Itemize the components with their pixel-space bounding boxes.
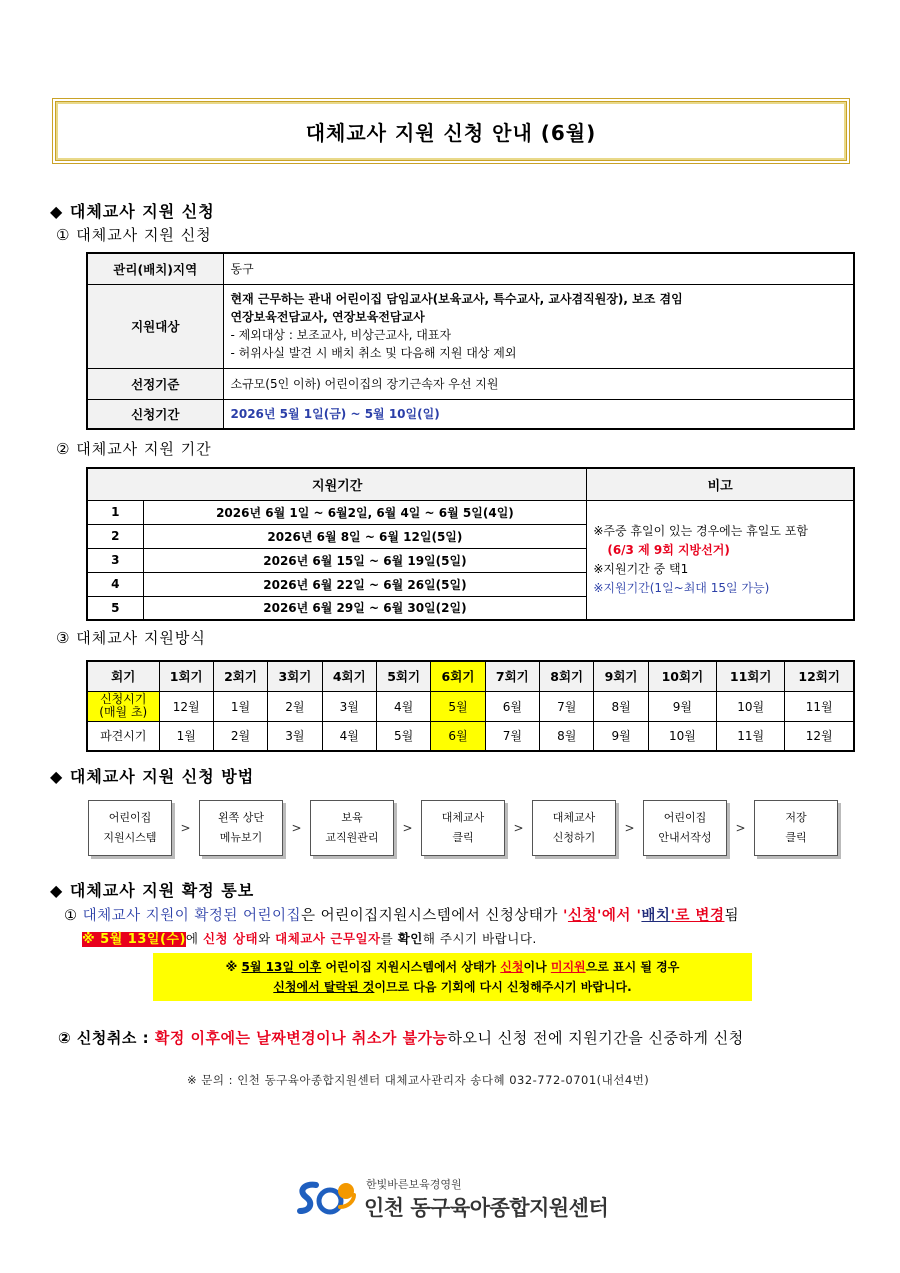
- table-header-row: [87, 661, 854, 691]
- table-row: [87, 284, 854, 368]
- flow-step-label: 대체교사: [441, 811, 485, 824]
- text: 를: [380, 931, 398, 946]
- subsection-period: ② 대체교사 지원 기간: [56, 440, 212, 458]
- round-header: 12회기: [785, 661, 854, 691]
- apply-month: 10월: [717, 691, 785, 721]
- apply-timing-label-line: (매월 초): [99, 705, 148, 719]
- flow-step-label: 저장: [785, 811, 807, 824]
- flow-arrow-icon: >: [180, 821, 191, 835]
- note-line: ※주중 휴일이 있는 경우에는 휴일도 포함: [593, 523, 808, 538]
- item-number: ①: [64, 908, 78, 924]
- quote-mark: ': [563, 908, 568, 924]
- table-row: [87, 399, 854, 429]
- cancel-warning: 확정 이후에는 날짜변경이나 취소가 불가능: [154, 1029, 448, 1047]
- apply-month: 7월: [540, 691, 594, 721]
- table-row: [87, 253, 854, 284]
- apply-month: 3월: [322, 691, 376, 721]
- cancel-label: ② 신청취소 :: [58, 1029, 155, 1047]
- round-header: 4회기: [322, 661, 376, 691]
- apply-month: 9월: [648, 691, 716, 721]
- rejected-text: 신청에서 탈락된 것: [273, 980, 375, 994]
- confirm-tail: 됨: [724, 908, 739, 924]
- notice-line: [153, 977, 752, 997]
- period-no: 4: [87, 572, 143, 596]
- round-label: 회기: [87, 661, 159, 691]
- apply-status-text: 신청 상태: [202, 931, 259, 946]
- apply-timing-label-line: 신청시기: [100, 692, 147, 706]
- apply-month: 1월: [213, 691, 267, 721]
- flow-step-label: 안내서작성: [658, 831, 712, 844]
- cancel-paragraph: [58, 1027, 744, 1048]
- flow-arrow-icon: >: [624, 821, 635, 835]
- confirmed-daycare-text: 대체교사 지원이 확정된 어린이집: [82, 908, 302, 924]
- dispatch-month: 10월: [648, 721, 716, 751]
- dispatch-month: 6월: [431, 721, 485, 751]
- flow-step-label: 어린이집: [663, 811, 707, 824]
- round-header: 11회기: [717, 661, 785, 691]
- section-confirm-heading: ◆ 대체교사 지원 확정 통보: [50, 881, 255, 900]
- rejection-notice: [153, 953, 752, 1001]
- apply-month: 2월: [268, 691, 322, 721]
- dispatch-month: 11월: [717, 721, 785, 751]
- period-no: 3: [87, 548, 143, 572]
- period-no: 5: [87, 596, 143, 620]
- contact-info: ※ 문의 : 인천 동구육아종합지원센터 대체교사관리자 송다혜 032-772-0701(내선4번): [187, 1073, 650, 1087]
- flow-step-label: 메뉴보기: [219, 831, 263, 844]
- note-line: (6/3 제 9회 지방선거): [607, 542, 730, 557]
- period-value: 2026년 5월 1일(금) ~ 5월 10일(일): [223, 399, 854, 429]
- region-value: 동구: [223, 253, 854, 284]
- dispatch-month: 9월: [594, 721, 648, 751]
- dispatch-month: 4월: [322, 721, 376, 751]
- dispatch-month: 3월: [268, 721, 322, 751]
- flow-step: [88, 800, 172, 856]
- status-change-text: '에서 ': [596, 908, 642, 924]
- period-range: 2026년 6월 22일 ~ 6월 26일(5일): [143, 572, 587, 596]
- confirm-date: ※ 5월 13일(수): [82, 932, 186, 947]
- status-apply-text: 신청: [500, 960, 524, 974]
- flow-arrow-icon: >: [291, 821, 302, 835]
- flow-step: [421, 800, 505, 856]
- region-label: 관리(배치)지역: [87, 253, 223, 284]
- apply-info-table: [86, 252, 855, 430]
- table-row: [87, 368, 854, 399]
- flow-step-label: 대체교사: [552, 811, 596, 824]
- notice-text: 이므로 다음 기회에 다시 신청해주시기 바랍니다.: [374, 980, 632, 994]
- flow-step-label: 어린이집: [108, 811, 152, 824]
- flow-step: [643, 800, 727, 856]
- notice-text: 어린이집 지원시스템에서 상태가: [321, 960, 501, 974]
- round-header: 8회기: [540, 661, 594, 691]
- center-logo: [296, 1176, 608, 1222]
- note-line: ※지원기간 중 택1: [593, 561, 689, 576]
- section-apply-heading: ◆ 대체교사 지원 신청: [50, 202, 215, 221]
- apply-month: 8월: [594, 691, 648, 721]
- round-header: 7회기: [485, 661, 539, 691]
- period-no: 2: [87, 524, 143, 548]
- flow-step-label: 신청하기: [552, 831, 596, 844]
- center-logo-icon: [296, 1177, 358, 1221]
- apply-month: 11월: [785, 691, 854, 721]
- target-label: 지원대상: [87, 284, 223, 368]
- status-apply: 신청: [567, 908, 597, 924]
- status-unsupported-text: 미지원: [550, 960, 586, 974]
- target-value: [223, 284, 854, 368]
- flow-arrow-icon: >: [402, 821, 413, 835]
- dispatch-month: 8월: [540, 721, 594, 751]
- period-range: 2026년 6월 1일 ~ 6월2일, 6월 4일 ~ 6월 5일(4일): [143, 500, 587, 524]
- table-row: [87, 691, 854, 721]
- exclusion-line: - 제외대상 : 보조교사, 비상근교사, 대표자: [230, 328, 452, 342]
- dispatch-month: 12월: [785, 721, 854, 751]
- flow-step-label: 보육: [341, 811, 363, 824]
- period-range: 2026년 6월 8일 ~ 6월 12일(5일): [143, 524, 587, 548]
- confirm-paragraph: [64, 904, 739, 925]
- confirm-text: 은 어린이집지원시스템에서 신청상태가: [301, 908, 563, 924]
- support-method-table: [86, 660, 855, 752]
- period-note: [587, 500, 854, 620]
- notice-text: 으로 표시 될 경우: [585, 960, 680, 974]
- note-line: ※지원기간(1일~최대 15일 가능): [593, 580, 770, 595]
- dispatch-timing-label: 파견시기: [87, 721, 159, 751]
- work-date-text: 대체교사 근무일자: [275, 931, 381, 946]
- logo-large-text: 인천 동구육아종합지원센터: [364, 1196, 609, 1220]
- round-header: 9회기: [594, 661, 648, 691]
- round-header: 10회기: [648, 661, 716, 691]
- text: 해 주시기 바랍니다.: [422, 931, 537, 946]
- application-steps-flow: [88, 800, 838, 856]
- flow-step: [754, 800, 838, 856]
- confirm-check-paragraph: [82, 928, 537, 947]
- table-row: [87, 500, 854, 524]
- status-dispatch: 배치: [641, 908, 671, 924]
- table-row: [87, 721, 854, 751]
- check-text: 확인: [397, 931, 423, 946]
- text: 에: [185, 931, 203, 946]
- flow-step: [199, 800, 283, 856]
- center-logo-text: [364, 1176, 608, 1222]
- target-line: 연장보육전담교사, 연장보육전담교사: [230, 310, 425, 324]
- round-header: 2회기: [213, 661, 267, 691]
- round-header: 1회기: [159, 661, 213, 691]
- dispatch-month: 7월: [485, 721, 539, 751]
- apply-month: 6월: [485, 691, 539, 721]
- dispatch-month: 1월: [159, 721, 213, 751]
- flow-step-label: 교직원관리: [325, 831, 379, 844]
- notice-line: [153, 957, 752, 977]
- subsection-method: ③ 대체교사 지원방식: [56, 629, 206, 647]
- cancel-text: 하오니 신청 전에 지원기간을 신중하게 신청: [447, 1029, 744, 1047]
- round-header: 6회기: [431, 661, 485, 691]
- period-label: 신청기간: [87, 399, 223, 429]
- table-header-row: [87, 468, 854, 500]
- round-header: 5회기: [376, 661, 430, 691]
- apply-timing-label: [87, 691, 159, 721]
- flow-step-label: 클릭: [452, 831, 474, 844]
- flow-step-label: 클릭: [785, 831, 807, 844]
- apply-month: 5월: [431, 691, 485, 721]
- flow-step: [310, 800, 394, 856]
- round-header: 3회기: [268, 661, 322, 691]
- flow-step: [532, 800, 616, 856]
- apply-month: 12월: [159, 691, 213, 721]
- criteria-value: 소규모(5인 이하) 어린이집의 장기근속자 우선 지원: [223, 368, 854, 399]
- flow-arrow-icon: >: [513, 821, 524, 835]
- section-method-heading: ◆ 대체교사 지원 신청 방법: [50, 767, 255, 786]
- subsection-apply: ① 대체교사 지원 신청: [56, 226, 212, 244]
- text: 와: [258, 931, 276, 946]
- period-column-header: 지원기간: [87, 468, 587, 500]
- period-no: 1: [87, 500, 143, 524]
- notice-date: 5월 13일 이후: [241, 960, 322, 974]
- support-period-table: [86, 467, 855, 621]
- period-range: 2026년 6월 29일 ~ 6월 30일(2일): [143, 596, 587, 620]
- notice-text: 이나: [523, 960, 551, 974]
- apply-month: 4월: [376, 691, 430, 721]
- notice-text: ※: [225, 960, 242, 974]
- logo-small-text: 한빛바른보육경영원: [366, 1178, 462, 1191]
- flow-step-label: 왼쪽 상단: [217, 811, 264, 824]
- dispatch-month: 5월: [376, 721, 430, 751]
- exclusion-line: - 허위사실 발견 시 배치 취소 및 다음해 지원 대상 제외: [230, 346, 517, 360]
- flow-arrow-icon: >: [735, 821, 746, 835]
- note-column-header: 비고: [587, 468, 854, 500]
- dispatch-month: 2월: [213, 721, 267, 751]
- criteria-label: 선정기준: [87, 368, 223, 399]
- period-range: 2026년 6월 15일 ~ 6월 19일(5일): [143, 548, 587, 572]
- status-change-end: '로 변경: [670, 908, 725, 924]
- flow-step-label: 지원시스템: [103, 831, 157, 844]
- page-title: 대체교사 지원 신청 안내 (6월): [52, 98, 850, 164]
- target-line: 현재 근무하는 관내 어린이집 담임교사(보육교사, 특수교사, 교사겸직원장), 보조 겸임: [230, 292, 683, 306]
